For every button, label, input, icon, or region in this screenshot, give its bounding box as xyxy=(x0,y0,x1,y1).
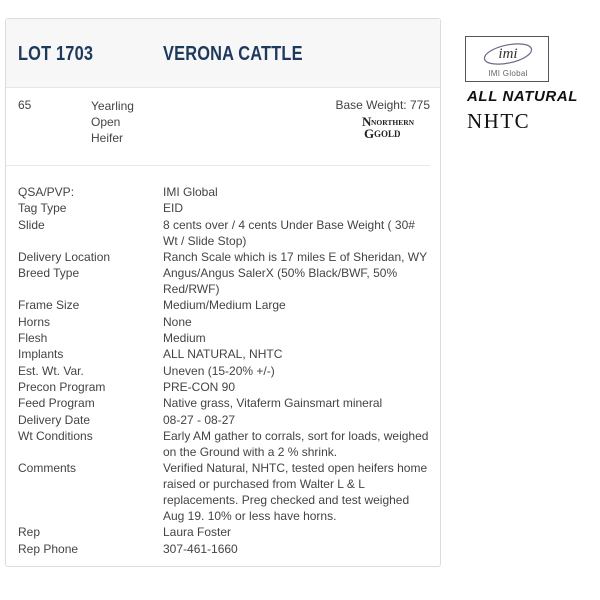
lot-card xyxy=(5,18,441,567)
imi-global-badge xyxy=(465,36,549,82)
nhtc-label: NHTC xyxy=(467,109,531,133)
detail-value: EID xyxy=(163,201,184,216)
detail-row xyxy=(18,330,438,346)
detail-label: Delivery Location xyxy=(18,249,111,264)
svg-text:N: N xyxy=(362,116,372,129)
imi-logo-text: imi xyxy=(498,46,518,62)
detail-row xyxy=(18,314,438,330)
detail-label: Tag Type xyxy=(18,201,67,216)
detail-value: Angus/Angus SalerX (50% Black/BWF, 50% Red/RWF) xyxy=(163,266,398,297)
base-weight: Base Weight: 775 xyxy=(335,98,430,112)
head-count: 65 xyxy=(18,98,32,112)
detail-row xyxy=(18,297,438,313)
detail-label: Frame Size xyxy=(18,298,80,313)
detail-value: ALL NATURAL, NHTC xyxy=(163,347,283,362)
detail-row xyxy=(18,265,438,297)
detail-label: Wt Conditions xyxy=(18,428,93,443)
detail-row xyxy=(18,200,438,216)
detail-value: 8 cents over / 4 cents Under Base Weight ( 30# Wt / Slide Stop) xyxy=(163,217,415,248)
detail-label: Comments xyxy=(18,461,77,476)
detail-value: 08-27 - 08-27 xyxy=(163,412,236,427)
detail-row xyxy=(18,379,438,395)
detail-value: Early AM gather to corrals, sort for loads, weighed on the Ground with a 2 % shrink. xyxy=(163,428,429,459)
detail-value: Laura Foster xyxy=(163,525,232,540)
detail-row xyxy=(18,524,438,540)
detail-label: Delivery Date xyxy=(18,412,91,427)
detail-row xyxy=(18,184,438,200)
detail-value: None xyxy=(163,314,192,329)
lot-summary xyxy=(6,88,430,166)
detail-value: IMI Global xyxy=(163,185,218,199)
detail-row xyxy=(18,249,438,265)
lot-details xyxy=(18,184,438,557)
detail-value: Medium/Medium Large xyxy=(163,298,286,313)
imi-caption: IMI Global xyxy=(488,69,528,78)
all-natural-label: ALL NATURAL xyxy=(467,88,579,105)
detail-row xyxy=(18,346,438,362)
detail-row xyxy=(18,460,438,524)
detail-value: Medium xyxy=(163,331,206,346)
northern-gold-logo xyxy=(360,116,428,140)
detail-row xyxy=(18,428,438,460)
detail-row xyxy=(18,541,438,557)
detail-label: QSA/PVP: xyxy=(18,185,75,199)
detail-label: Precon Program xyxy=(18,379,106,394)
detail-value: Uneven (15-20% +/-) xyxy=(163,363,275,378)
detail-label: Horns xyxy=(18,314,51,329)
description-line: Yearling xyxy=(91,99,134,113)
detail-label: Rep xyxy=(18,525,41,540)
detail-label: Est. Wt. Var. xyxy=(18,363,84,378)
detail-value: Native grass, Vitaferm Gainsmart mineral xyxy=(163,396,383,411)
detail-label: Implants xyxy=(18,347,64,362)
lot-number: LOT 1703 xyxy=(18,43,94,65)
detail-label: Slide xyxy=(18,217,45,232)
detail-label: Breed Type xyxy=(18,266,80,281)
detail-label: Feed Program xyxy=(18,396,95,411)
detail-label: Flesh xyxy=(18,331,48,346)
detail-value: Ranch Scale which is 17 miles E of Sheridan, WY xyxy=(163,249,428,264)
detail-row xyxy=(18,217,438,249)
detail-value: 307-461-1660 xyxy=(163,541,238,556)
cattle-description xyxy=(91,98,134,146)
svg-text:G: G xyxy=(364,126,375,140)
logo-word-bottom: GOLD xyxy=(374,129,401,139)
detail-value: PRE-CON 90 xyxy=(163,379,236,394)
seller-name: VERONA CATTLE xyxy=(163,43,303,65)
detail-value: Verified Natural, NHTC, tested open heifers home raised or purchased from Walter L & L replacements. Preg checked and test weighed Aug 19. 10% or less have horns. xyxy=(163,461,428,524)
detail-label: Rep Phone xyxy=(18,541,79,556)
detail-row xyxy=(18,412,438,428)
detail-row xyxy=(18,395,438,411)
description-line: Open xyxy=(91,115,121,129)
lot-header xyxy=(6,19,440,88)
logo-word-top: NORTHERN xyxy=(371,118,415,127)
imi-logo-icon xyxy=(470,41,546,67)
detail-row xyxy=(18,363,438,379)
description-line: Heifer xyxy=(91,131,124,145)
